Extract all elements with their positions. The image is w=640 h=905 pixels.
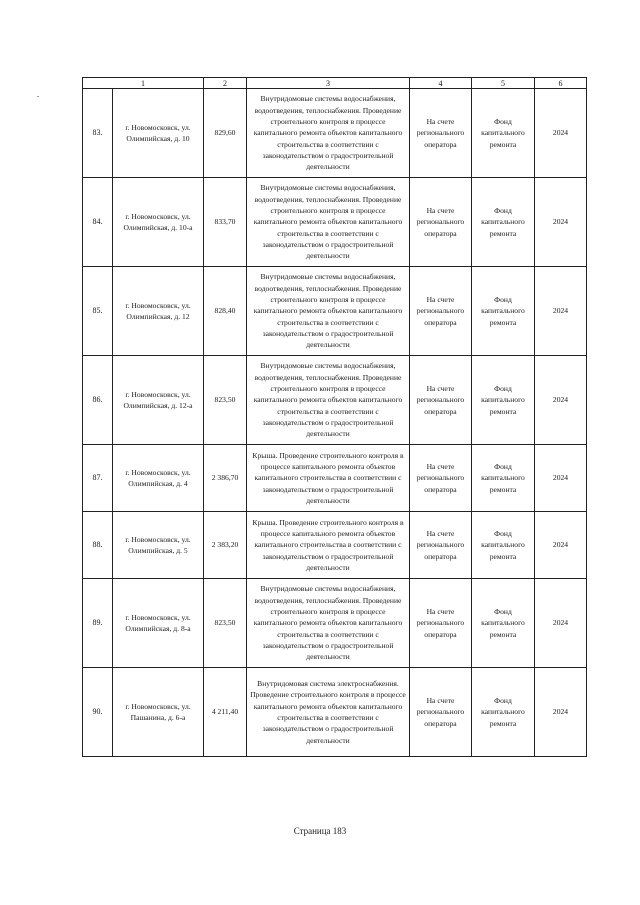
fund-account-cell: На счете регионального оператора [410, 668, 472, 757]
works-description-cell: Внутридомовые системы водоснабжения, водоотведения, теплоснабжения. Проведение строительного контроля в процессе капитального ремонта объектов капитального строительства в соответствии с законодательством о градостроительной деятельности [247, 178, 410, 267]
area-cell: 4 211,40 [204, 668, 247, 757]
column-header-3: 3 [247, 78, 410, 89]
column-header-1: 1 [83, 78, 204, 89]
year-cell: 2024 [535, 579, 587, 668]
table-row [83, 445, 587, 512]
area-cell: 2 386,70 [204, 445, 247, 512]
address-cell: г. Новомосковск, ул. Олимпийская, д. 10-а [113, 178, 204, 267]
year-cell: 2024 [535, 356, 587, 445]
repair-program-table [82, 77, 587, 757]
year-cell: 2024 [535, 178, 587, 267]
fund-account-cell: На счете регионального оператора [410, 89, 472, 178]
table-row [83, 178, 587, 267]
address-cell: г. Новомосковск, ул. Олимпийская, д. 12-а [113, 356, 204, 445]
column-number-row [83, 78, 587, 89]
table-row [83, 512, 587, 579]
address-cell: г. Новомосковск, ул. Олимпийская, д. 8-а [113, 579, 204, 668]
address-cell: г. Новомосковск, ул. Олимпийская, д. 5 [113, 512, 204, 579]
fund-account-cell: На счете регионального оператора [410, 178, 472, 267]
table-row [83, 267, 587, 356]
scan-mark [37, 96, 39, 97]
area-cell: 2 383,20 [204, 512, 247, 579]
column-header-6: 6 [535, 78, 587, 89]
fund-account-cell: На счете регионального оператора [410, 267, 472, 356]
row-number: 86. [83, 356, 113, 445]
page-number: Страница 183 [293, 826, 347, 836]
fund-account-cell: На счете регионального оператора [410, 579, 472, 668]
financing-source-cell: Фонд капитального ремонта [472, 579, 535, 668]
works-description-cell: Внутридомовые системы водоснабжения, водоотведения, теплоснабжения. Проведение строительного контроля в процессе капитального ремонта объектов капитального строительства в соответствии с законодательством о градостроительной деятельности [247, 267, 410, 356]
address-cell: г. Новомосковск, ул. Олимпийская, д. 4 [113, 445, 204, 512]
area-cell: 823,50 [204, 356, 247, 445]
table-row [83, 89, 587, 178]
table-row [83, 579, 587, 668]
area-cell: 829,60 [204, 89, 247, 178]
fund-account-cell: На счете регионального оператора [410, 512, 472, 579]
column-header-4: 4 [410, 78, 472, 89]
works-description-cell: Внутридомовые системы водоснабжения, водоотведения, теплоснабжения. Проведение строительного контроля в процессе капитального ремонта объектов капитального строительства в соответствии с законодательством о градостроительной деятельности [247, 89, 410, 178]
year-cell: 2024 [535, 267, 587, 356]
area-cell: 828,40 [204, 267, 247, 356]
financing-source-cell: Фонд капитального ремонта [472, 512, 535, 579]
row-number: 84. [83, 178, 113, 267]
fund-account-cell: На счете регионального оператора [410, 445, 472, 512]
row-number: 83. [83, 89, 113, 178]
table-row [83, 356, 587, 445]
financing-source-cell: Фонд капитального ремонта [472, 445, 535, 512]
year-cell: 2024 [535, 89, 587, 178]
address-cell: г. Новомосковск, ул. Пашанина, д. 6-а [113, 668, 204, 757]
column-header-5: 5 [472, 78, 535, 89]
financing-source-cell: Фонд капитального ремонта [472, 356, 535, 445]
financing-source-cell: Фонд капитального ремонта [472, 89, 535, 178]
row-number: 88. [83, 512, 113, 579]
row-number: 87. [83, 445, 113, 512]
financing-source-cell: Фонд капитального ремонта [472, 178, 535, 267]
year-cell: 2024 [535, 668, 587, 757]
works-description-cell: Крыша. Проведение строительного контроля в процессе капитального ремонта объектов капитального строительства в соответствии с законодательством о градостроительной деятельности [247, 445, 410, 512]
area-cell: 823,50 [204, 579, 247, 668]
row-number: 90. [83, 668, 113, 757]
address-cell: г. Новомосковск, ул. Олимпийская, д. 10 [113, 89, 204, 178]
address-cell: г. Новомосковск, ул. Олимпийская, д. 12 [113, 267, 204, 356]
works-description-cell: Внутридомовые системы водоснабжения, водоотведения, теплоснабжения. Проведение строительного контроля в процессе капитального ремонта объектов капитального строительства в соответствии с законодательством о градостроительной деятельности [247, 579, 410, 668]
works-description-cell: Внутридомовые системы водоснабжения, водоотведения, теплоснабжения. Проведение строительного контроля в процессе капитального ремонта объектов капитального строительства в соответствии с законодательством о градостроительной деятельности [247, 356, 410, 445]
area-cell: 833,70 [204, 178, 247, 267]
table-row [83, 668, 587, 757]
works-description-cell: Крыша. Проведение строительного контроля в процессе капитального ремонта объектов капитального строительства в соответствии с законодательством о градостроительной деятельности [247, 512, 410, 579]
year-cell: 2024 [535, 445, 587, 512]
row-number: 89. [83, 579, 113, 668]
fund-account-cell: На счете регионального оператора [410, 356, 472, 445]
row-number: 85. [83, 267, 113, 356]
works-description-cell: Внутридомовая система электроснабжения. Проведение строительного контроля в процессе капитального ремонта объектов капитального строительства в соответствии с законодательством о градостроительной деятельности [247, 668, 410, 757]
column-header-2: 2 [204, 78, 247, 89]
year-cell: 2024 [535, 512, 587, 579]
financing-source-cell: Фонд капитального ремонта [472, 668, 535, 757]
financing-source-cell: Фонд капитального ремонта [472, 267, 535, 356]
